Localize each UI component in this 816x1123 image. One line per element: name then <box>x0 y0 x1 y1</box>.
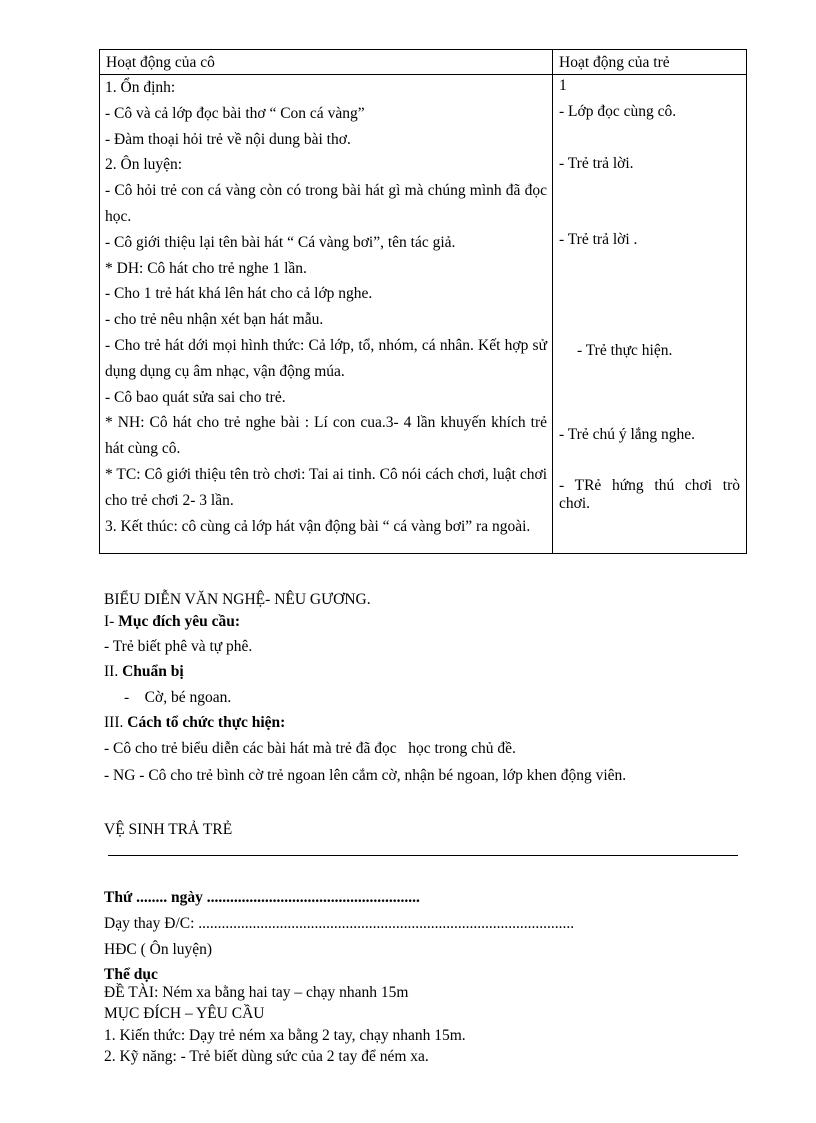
table-header-row <box>100 50 747 75</box>
child-line: - Lớp đọc cùng cô. <box>559 103 677 120</box>
teacher-activities-cell <box>100 75 553 554</box>
performance-title: BIỂU DIỄN VĂN NGHỆ- NÊU GƯƠNG. <box>104 591 371 608</box>
subject-text: Thể dục <box>104 966 158 983</box>
org-heading-line <box>104 711 740 735</box>
org-heading: Cách tổ chức thực hiện: <box>127 714 286 731</box>
goal-heading-line <box>104 610 740 634</box>
prep-heading: Chuẩn bị <box>122 663 184 680</box>
org-line-2: - NG - Cô cho trẻ bình cờ trẻ ngoan lên cắm cờ, nhận bé ngoan, lớp khen động viên. <box>104 767 627 784</box>
child-line: - Trẻ chú ý lắng nghe. <box>559 426 696 443</box>
activity-line: HĐC ( Ôn luyện) <box>104 941 213 958</box>
teacher-line: - Cho 1 trẻ hát khá lên hát cho cả lớp nghe. <box>105 285 373 303</box>
day-line-text: Thứ ........ ngày ....................................................... <box>104 889 420 906</box>
teacher-line: - Cô giới thiệu lại tên bài hát “ Cá vàng bơi”, tên tác giả. <box>105 233 456 251</box>
teacher-line: - Đàm thoại hỏi trẻ về nội dung bài thơ. <box>105 130 351 148</box>
child-line: - Trẻ trả lời . <box>559 231 638 248</box>
child-line: 1 <box>559 77 567 94</box>
prep-text: - Cờ, bé ngoan. <box>124 689 232 706</box>
header-child-cell <box>553 50 747 75</box>
child-line: - Trẻ trả lời. <box>559 155 634 172</box>
day-line <box>104 886 740 910</box>
teacher-line: - Cô bao quát sửa sai cho trẻ. <box>105 388 286 406</box>
teacher-line: - Cô và cả lớp đọc bài thơ “ Con cá vàng” <box>105 104 365 122</box>
knowledge-line: 1. Kiến thức: Dạy trẻ ném xa bằng 2 tay, chạy nhanh 15m. <box>104 1027 466 1044</box>
teacher-line: - cho trẻ nêu nhận xét bạn hát mẫu. <box>105 311 324 329</box>
prep-prefix: II. <box>104 663 123 680</box>
goal-heading: Mục đích yêu cầu: <box>118 613 241 630</box>
org-line-1: - Cô cho trẻ biểu diễn các bài hát mà trẻ đã đọc học trong chủ đề. <box>104 740 516 757</box>
header-child: Hoạt động của trẻ <box>559 54 670 71</box>
section-divider <box>108 855 738 856</box>
prep-heading-line <box>104 660 740 684</box>
teacher-line: * TC: Cô giới thiệu tên trò chơi: Tai ai tinh. Cô nói cách chơi, luật chơi cho trẻ chơi 2- 3 lần. <box>105 465 547 509</box>
teacher-line: 3. Kết thúc: cô cùng cả lớp hát vận động bài “ cá vàng bơi” ra ngoài. <box>105 517 531 535</box>
hygiene-title: VỆ SINH TRẢ TRẺ <box>104 821 233 838</box>
purpose-heading: MỤC ĐÍCH – YÊU CẦU <box>104 1005 265 1022</box>
goal-text: - Trẻ biết phê và tự phê. <box>104 638 253 655</box>
teacher-line: - Cho trẻ hát dới mọi hình thức: Cả lớp, tổ, nhóm, cá nhân. Kết hợp sử dụng dụng cụ âm nhạc, vận động múa. <box>105 336 547 380</box>
table-body-row <box>100 75 747 554</box>
skill-line: 2. Kỹ năng: - Trẻ biết dùng sức của 2 tay để ném xa. <box>104 1048 429 1065</box>
teacher-line: 1. Ổn định: <box>105 79 176 96</box>
substitute-line: Dạy thay Đ/C: ................................................................................................. <box>104 915 575 932</box>
lesson-table <box>99 49 747 554</box>
goal-prefix: I- <box>104 613 119 630</box>
topic-line: ĐỀ TÀI: Ném xa bằng hai tay – chạy nhanh 15m <box>104 984 409 1001</box>
teacher-line: 2. Ôn luyện: <box>105 156 183 174</box>
teacher-line: * DH: Cô hát cho trẻ nghe 1 lần. <box>105 259 307 277</box>
header-teacher-cell <box>100 50 553 75</box>
header-teacher: Hoạt động của cô <box>106 54 215 71</box>
child-line: - TRẻ hứng thú chơi trò chơi. <box>559 477 740 512</box>
org-prefix: III. <box>104 714 128 731</box>
child-activities-cell <box>553 75 747 554</box>
teacher-line: * NH: Cô hát cho trẻ nghe bài : Lí con cua.3- 4 lần khuyến khích trẻ hát cùng cô. <box>105 414 547 458</box>
teacher-line: - Cô hỏi trẻ con cá vàng còn có trong bài hát gì mà chúng mình đã đọc học. <box>105 182 547 225</box>
child-line: - Trẻ thực hiện. <box>577 342 673 359</box>
